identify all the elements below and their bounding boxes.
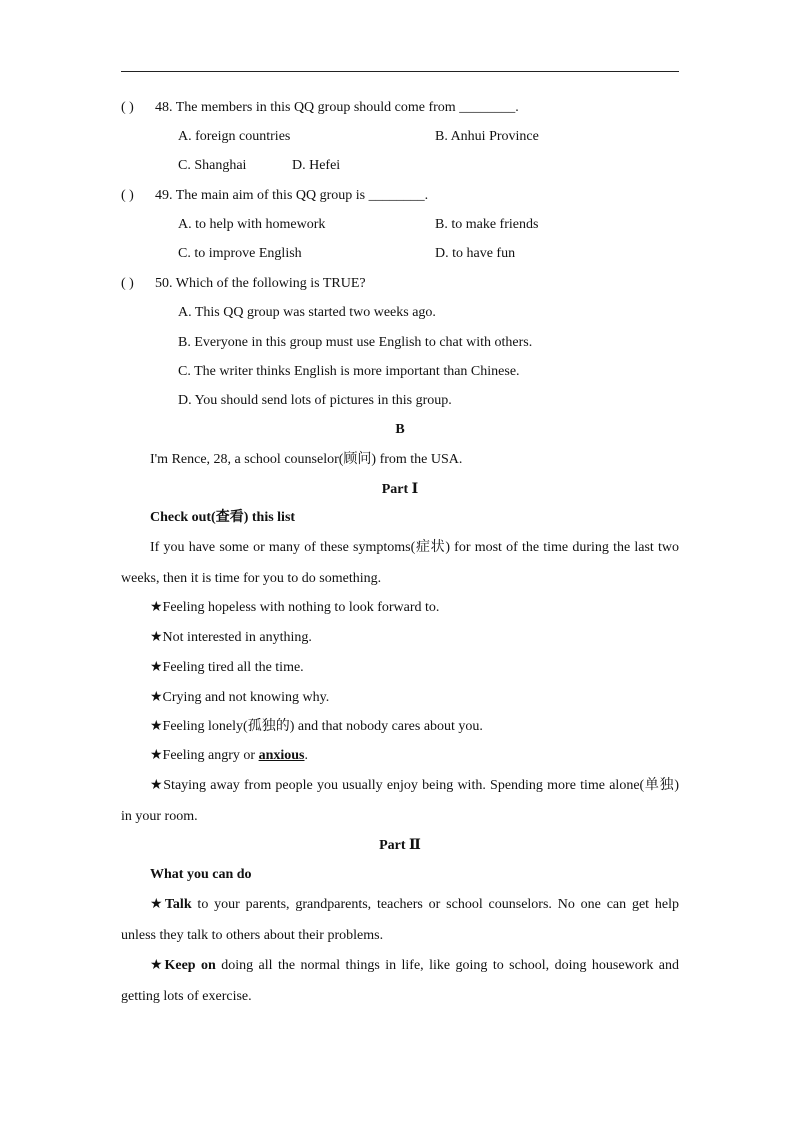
q49-option-c: C. to improve English xyxy=(178,246,302,261)
q48-option-d: D. Hefei xyxy=(292,158,341,173)
q48-option-b: B. Anhui Province xyxy=(435,129,539,144)
part-1-paragraph-line-1: If you have some or many of these symptoms(症状) for most of the time during the last two xyxy=(150,540,679,555)
tip-keep-on-line-1 xyxy=(150,957,679,975)
symptom-text: ★Feeling angry or xyxy=(150,748,259,763)
tip-talk-keyword: Talk xyxy=(164,897,192,912)
passage-intro: I'm Rence, 28, a school counselor(顾问) from the USA. xyxy=(150,452,463,467)
underlined-word-anxious: anxious xyxy=(258,748,305,763)
q48-option-c: C. Shanghai xyxy=(178,158,247,173)
symptom-item: ★Feeling lonely(孤独的) and that nobody cares about you. xyxy=(150,719,483,734)
q50-option-d: D. You should send lots of pictures in this group. xyxy=(178,393,452,408)
question-50-stem: 50. Which of the following is TRUE? xyxy=(155,276,366,291)
question-49-stem: 49. The main aim of this QQ group is ________. xyxy=(155,188,429,203)
part-2-subtitle: What you can do xyxy=(150,867,252,882)
symptom-item-last-line-1: ★Staying away from people you usually enjoy being with. Spending more time alone(单独) xyxy=(150,778,679,793)
passage-b-heading: B xyxy=(395,422,405,437)
q49-option-b: B. to make friends xyxy=(435,217,539,232)
q50-option-b: B. Everyone in this group must use English to chat with others. xyxy=(178,335,533,350)
symptom-item-last-line-2: in your room. xyxy=(121,809,198,824)
part-1-paragraph-line-2: weeks, then it is time for you to do something. xyxy=(121,571,382,586)
answer-bracket-48: ( ) xyxy=(121,100,134,115)
symptom-item: ★Feeling hopeless with nothing to look forward to. xyxy=(150,600,440,615)
symptom-item: ★Crying and not knowing why. xyxy=(150,690,330,705)
q50-option-a: A. This QQ group was started two weeks ago. xyxy=(178,305,436,320)
tip-keep-on-keyword: Keep on xyxy=(164,958,216,973)
part-1-title: Part Ⅰ xyxy=(381,482,419,497)
symptom-period: . xyxy=(304,748,309,763)
tip-keep-on-text: doing all the normal things in life, like going to school, doing housework and xyxy=(215,958,679,973)
star-icon: ★ xyxy=(150,897,165,912)
tip-talk-text: to your parents, grandparents, teachers or school counselors. No one can get help xyxy=(191,897,679,912)
q48-option-a: A. foreign countries xyxy=(178,129,291,144)
symptom-item: ★Feeling tired all the time. xyxy=(150,660,304,675)
tip-keep-on-line-2: getting lots of exercise. xyxy=(121,989,252,1004)
question-48-stem: 48. The members in this QQ group should come from ________. xyxy=(155,100,519,115)
symptom-item-anxious xyxy=(150,747,308,765)
header-rule xyxy=(121,71,679,72)
star-icon: ★ xyxy=(150,958,165,973)
q49-option-d: D. to have fun xyxy=(435,246,516,261)
symptom-item: ★Not interested in anything. xyxy=(150,630,312,645)
answer-bracket-49: ( ) xyxy=(121,188,134,203)
part-1-subtitle: Check out(查看) this list xyxy=(150,510,296,525)
q49-option-a: A. to help with homework xyxy=(178,217,326,232)
tip-talk-line-2: unless they talk to others about their problems. xyxy=(121,928,384,943)
answer-bracket-50: ( ) xyxy=(121,276,134,291)
part-2-title: Part Ⅱ xyxy=(379,838,421,853)
q50-option-c: C. The writer thinks English is more important than Chinese. xyxy=(178,364,520,379)
tip-talk-line-1 xyxy=(150,896,679,914)
